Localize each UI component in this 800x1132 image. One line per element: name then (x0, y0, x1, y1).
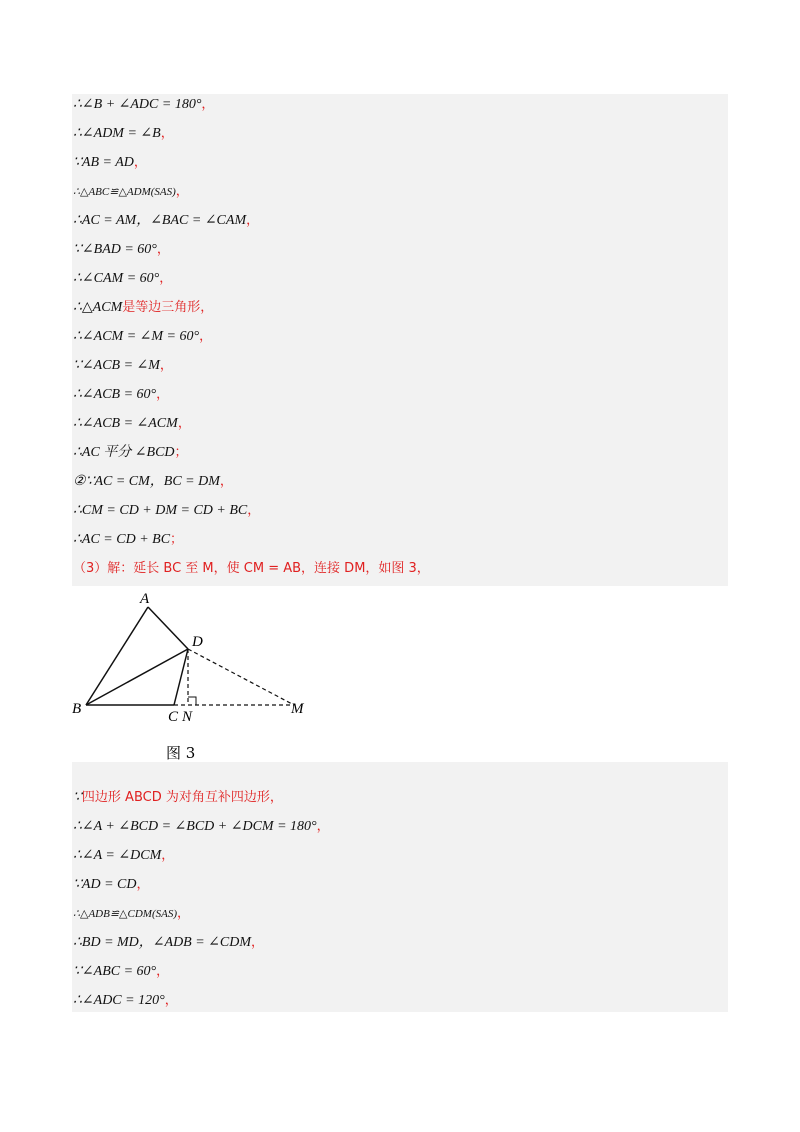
figure-3 (72, 588, 308, 762)
segment-AB (86, 607, 148, 705)
proof-line: ∴△ACM是等边三角形， (73, 300, 214, 315)
proof-line: ∴∠ACB = ∠ACM， (73, 416, 191, 431)
part3-heading: （3）解：延长 BC 至 M，使 CM = AB，连接 DM，如图 3， (73, 561, 430, 576)
label-B: B (72, 701, 82, 717)
segment-AD (148, 607, 188, 649)
proof-line: ∴AC = CD + BC； (73, 532, 184, 547)
proof-line: ∴AC = AM，∠BAC = ∠CAM， (73, 213, 260, 228)
proof-line: ∴△ADB≌△CDM(SAS)， (73, 906, 191, 921)
proof-line: ∵AD = CD， (73, 877, 150, 892)
segment-BD (86, 649, 188, 705)
right-angle-mark (188, 697, 196, 705)
proof-line: ∵AB = AD， (73, 155, 147, 170)
proof-line: ②∵AC = CM，BC = DM， (73, 474, 233, 489)
figure-caption: 图 3 (166, 744, 196, 762)
proof-line: ∴CM = CD + DM = CD + BC， (73, 503, 261, 518)
proof-line: ∴∠CAM = 60°， (73, 271, 173, 286)
proof-line: ∴∠A = ∠DCM， (73, 848, 175, 863)
label-M: M (291, 701, 304, 717)
proof-line: ∴∠A + ∠BCD = ∠BCD + ∠DCM = 180°， (73, 819, 330, 834)
proof-line: ∴∠ACB = 60°， (73, 387, 170, 402)
label-D: D (192, 634, 203, 650)
proof-line: ∵∠ABC = 60°， (73, 964, 170, 979)
label-C: C (168, 709, 179, 725)
proof-line: ∴BD = MD，∠ADB = ∠CDM， (73, 935, 265, 950)
proof-line: ∴∠ACM = ∠M = 60°， (73, 329, 213, 344)
proof-line: ∴∠ADM = ∠B， (73, 126, 174, 141)
label-N: N (182, 709, 193, 725)
proof-line: ∴△ABC≌△ADM(SAS)， (73, 184, 189, 199)
proof-line: ∴∠B + ∠ADC = 180°， (73, 97, 215, 112)
proof-line: ∴∠ADC = 120°， (73, 993, 178, 1008)
proof-line: ∵四边形 ABCD 为对角互补四边形， (73, 790, 283, 805)
label-A: A (140, 591, 150, 607)
proof-line: ∵∠ACB = ∠M， (73, 358, 173, 373)
segment-DM (188, 649, 294, 705)
segment-DC (174, 649, 188, 705)
geometry-diagram (72, 588, 308, 762)
proof-line: ∴AC 平分 ∠BCD； (73, 445, 188, 460)
proof-line: ∵∠BAD = 60°， (73, 242, 170, 257)
